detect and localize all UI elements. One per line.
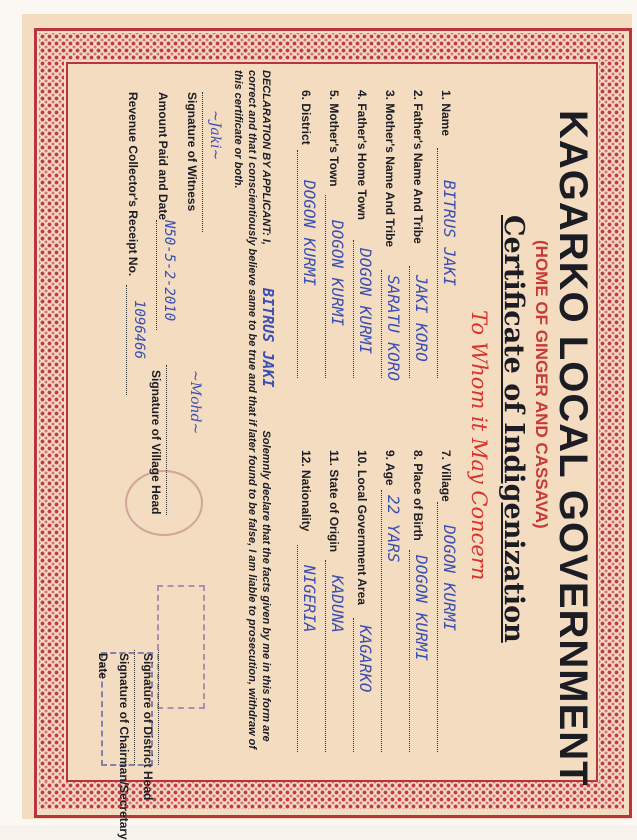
field-mother-town-label: 5. Mother's Town: [327, 90, 341, 187]
field-father-town-value: DOGON KURMI: [356, 248, 375, 354]
receipt-line: [126, 285, 127, 395]
chairman-signature-label: Signature of Chairman/Secretary: [117, 653, 131, 840]
field-nationality-value: NIGERIA: [300, 565, 319, 633]
certificate-title: KAGARKO LOCAL GOVERNMENT: [551, 110, 595, 787]
field-name-label: 1. Name: [439, 90, 453, 137]
declaration-prefix: DECLARATION BY APPLICANT: I,: [260, 70, 272, 245]
declaration-name: BITRUS JAKI: [259, 288, 277, 388]
receipt-value: 1096466: [131, 300, 147, 360]
field-lga-value: KAGARKO: [356, 625, 375, 693]
field-district-value: DOGON KURMI: [300, 180, 319, 286]
field-village-value: DOGON KURMI: [440, 525, 459, 631]
field-name-line: [437, 148, 438, 378]
field-village-line: [437, 502, 438, 752]
field-village-label: 7. Village: [439, 450, 453, 502]
field-age-label: 9. Age: [383, 450, 397, 486]
field-mother-value: SARATU KORO: [384, 275, 403, 381]
field-father-line: [409, 266, 410, 378]
field-father-town-label: 4. Father's Home Town: [355, 90, 369, 220]
declaration-paragraph: [231, 70, 275, 760]
field-mother-town-line: [325, 195, 326, 378]
chairman-signature-line: [134, 650, 135, 765]
field-district-line: [297, 150, 298, 378]
field-age-value: 22 YARS: [384, 495, 403, 563]
witness-signature-label: Signature of Witness: [185, 92, 199, 212]
field-nationality-line: [297, 545, 298, 752]
field-lga-line: [353, 618, 354, 752]
field-father-town-line: [353, 240, 354, 378]
witness-signature-mark: ~Jaki~: [207, 110, 223, 161]
field-father-value: JAKI KORO: [412, 275, 431, 362]
field-state-value: KADUNA: [328, 575, 347, 633]
witness-signature-line: [202, 92, 203, 232]
certificate-content: [95, 70, 595, 840]
amount-line: [156, 220, 157, 330]
field-lga-label: 10. Local Government Area: [355, 450, 369, 605]
addressee-line: To Whom it May Concern: [467, 310, 491, 581]
office-stamp: [157, 585, 205, 709]
village-head-signature-mark: ~Mohd~: [187, 370, 203, 435]
field-district-label: 6. District: [299, 90, 313, 145]
certificate-heading: Certificate of Indigenization: [498, 215, 529, 643]
date-label: Date: [96, 653, 110, 680]
declaration-text: Solemnly declare that the facts given by me in this form are correct and that I conscientiously believe same to be true and that if later found to be false, I am liable to prosecution, withdraw of this certificate or both.: [232, 70, 272, 750]
receipt-label: Revenue Collector's Receipt No.: [126, 92, 140, 277]
amount-label: Amount Paid and Date: [156, 92, 170, 221]
amount-value: N50-5-2-2010: [161, 220, 177, 322]
field-nationality-label: 12. Nationality: [299, 450, 313, 532]
village-head-signature-label: Signature of Village Head: [149, 370, 163, 515]
round-stamp: [125, 470, 203, 536]
field-birthplace-value: DOGON KURMI: [412, 555, 431, 661]
field-birthplace-line: [409, 550, 410, 752]
field-state-label: 11. State of Origin: [327, 450, 341, 553]
field-mother-label: 3. Mother's Name And Tribe: [383, 90, 397, 248]
field-mother-town-value: DOGON KURMI: [328, 220, 347, 326]
field-mother-line: [381, 270, 382, 378]
field-age-line: [381, 490, 382, 752]
field-name-value: BITRUS JAKI: [440, 180, 459, 286]
field-father-label: 2. Father's Name And Tribe: [411, 90, 425, 244]
district-head-signature-label: Signature of District Head: [141, 653, 155, 801]
certificate-subtitle: (HOME OF GINGER AND CASSAVA): [532, 240, 551, 529]
field-state-line: [325, 560, 326, 752]
field-birthplace-label: 8. Place of Birth: [411, 450, 425, 541]
village-head-signature-line: [166, 365, 167, 515]
district-head-signature-line: [158, 650, 159, 765]
